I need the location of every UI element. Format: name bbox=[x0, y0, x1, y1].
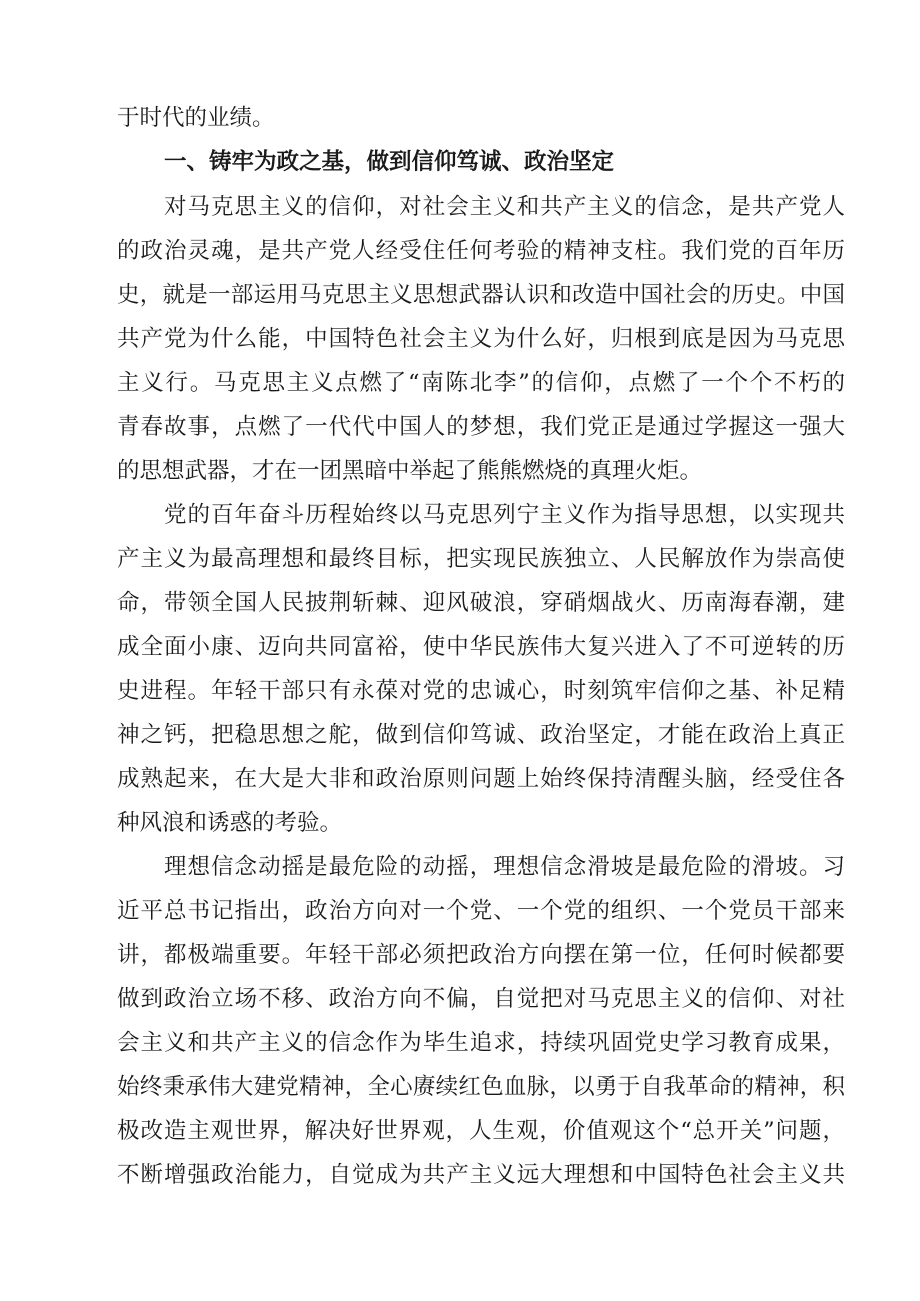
paragraph-line: 讲，都极端重要。年轻干部必须把政治方向摆在第一位，任何时候都要 bbox=[117, 942, 845, 968]
paragraph-line: 青春故事，点燃了一代代中国人的梦想，我们党正是通过学握这一强大 bbox=[117, 414, 845, 440]
paragraph-line: 理想信念动摇是最危险的动摇，理想信念滑坡是最危险的滑坡。习 bbox=[164, 854, 845, 880]
paragraph-line: 主义行。马克思主义点燃了“南陈北李”的信仰，点燃了一个个不朽的 bbox=[117, 370, 845, 396]
paragraph-line: 会主义和共产主义的信念作为毕生追求，持续巩固党史学习教育成果， bbox=[117, 1030, 845, 1056]
paragraph-line: 命，带领全国人民披荆斩棘、迎风破浪，穿硝烟战火、历南海春潮，建 bbox=[117, 590, 845, 616]
paragraph-line: 史，就是一部运用马克思主义思想武器认识和改造中国社会的历史。中国 bbox=[117, 282, 845, 308]
paragraph-line: 种风浪和诱惑的考验。 bbox=[117, 810, 343, 836]
paragraph-line: 产主义为最高理想和最终目标，把实现民族独立、人民解放作为崇高使 bbox=[117, 546, 845, 572]
paragraph-line: 于时代的业绩。 bbox=[117, 105, 275, 131]
paragraph-line: 的思想武器，才在一团黑暗中举起了熊熊燃烧的真理火炬。 bbox=[117, 458, 703, 484]
paragraph-line: 极改造主观世界，解决好世界观，人生观，价值观这个“总开关”问题， bbox=[117, 1118, 845, 1144]
paragraph-line: 共产党为什么能，中国特色社会主义为什么好，归根到底是因为马克思 bbox=[117, 326, 845, 352]
paragraph-line: 始终秉承伟大建党精神，全心赓续红色血脉，以勇于自我革命的精神，积 bbox=[117, 1074, 845, 1100]
section-heading: 一、铸牢为政之基，做到信仰笃诚、政治坚定 bbox=[164, 149, 615, 175]
paragraph-line: 不断增强政治能力，自觉成为共产主义远大理想和中国特色社会主义共 bbox=[117, 1162, 845, 1188]
paragraph-line: 的政治灵魂，是共产党人经受住任何考验的精神支柱。我们党的百年历 bbox=[117, 238, 845, 264]
paragraph-line: 神之钙，把稳思想之舵，做到信仰笃诚、政治坚定，才能在政治上真正 bbox=[117, 722, 845, 748]
paragraph-line: 党的百年奋斗历程始终以马克思列宁主义作为指导思想，以实现共 bbox=[164, 502, 845, 528]
paragraph-line: 成全面小康、迈向共同富裕，使中华民族伟大复兴进入了不可逆转的历 bbox=[117, 634, 845, 660]
paragraph-line: 成熟起来，在大是大非和政治原则问题上始终保持清醒头脑，经受住各 bbox=[117, 766, 845, 792]
paragraph-line: 近平总书记指出，政治方向对一个党、一个党的组织、一个党员干部来 bbox=[117, 898, 845, 924]
paragraph-line: 做到政治立场不移、政治方向不偏，自觉把对马克思主义的信仰、对社 bbox=[117, 986, 845, 1012]
paragraph-line: 史进程。年轻干部只有永葆对党的忠诚心，时刻筑牢信仰之基、补足精 bbox=[117, 678, 845, 704]
paragraph-line: 对马克思主义的信仰，对社会主义和共产主义的信念，是共产党人 bbox=[164, 194, 845, 220]
